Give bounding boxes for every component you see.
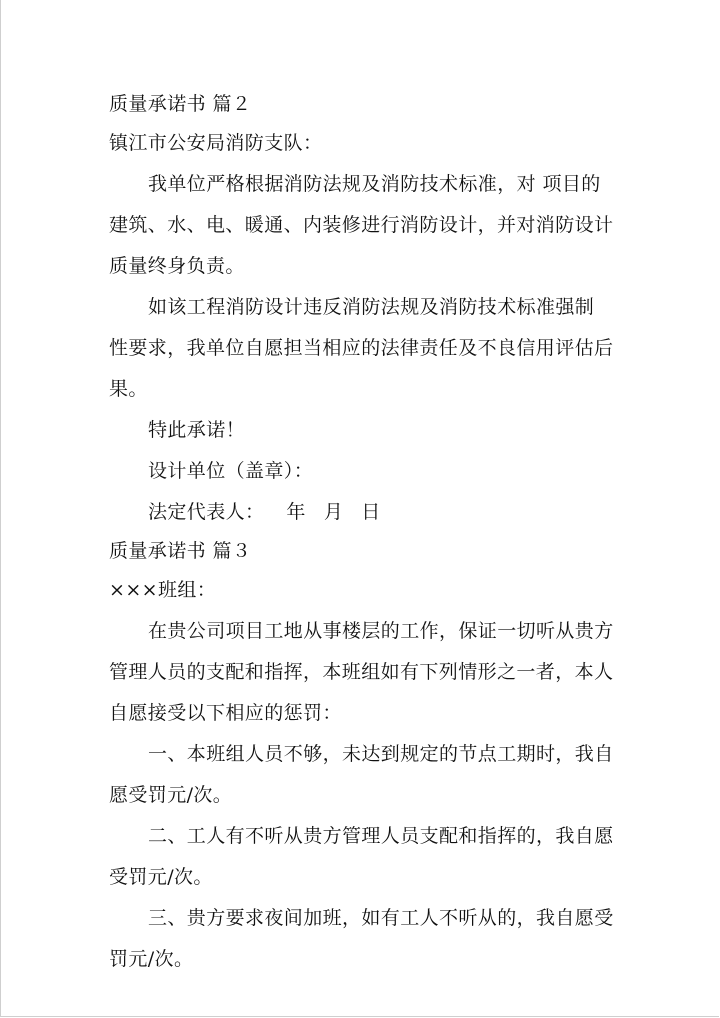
section3-title: 质量承诺书 篇３ (109, 540, 252, 562)
section2-paragraph-1 (109, 164, 619, 287)
section2-title: 质量承诺书 篇２ (109, 93, 252, 115)
legal-rep-label: 法定代表人： (148, 501, 265, 523)
text-line: 性要求，我单位自愿担当相应的法律责任及不良信用评估后 (109, 337, 614, 359)
section2-addressee: 镇江市公安局消防支队： (109, 132, 323, 154)
text-line: 一、本班组人员不够，未达到规定的节点工期时，我自 (148, 743, 614, 765)
section3-item-3 (109, 898, 619, 980)
text-line: 在贵公司项目工地从事楼层的工作，保证一切听从贵方 (148, 620, 614, 642)
text-line: 果。 (109, 378, 148, 400)
date-day: 日 (361, 501, 381, 523)
text-line: 我单位严格根据消防法规及消防技术标准，对 项目的 (148, 173, 601, 195)
text-line: 二、工人有不听从贵方管理人员支配和指挥的，我自愿 (148, 825, 614, 847)
section2-legal-rep-date-line (109, 492, 619, 533)
section2-closing: 特此承诺！ (148, 419, 246, 441)
text-line: 三、贵方要求夜间加班，如有工人不听从的，我自愿受 (148, 907, 614, 929)
text-line: 管理人员的支配和指挥，本班组如有下列情形之一者，本人 (109, 661, 614, 683)
text-line: 罚元/次。 (109, 948, 194, 970)
section3-item-2 (109, 816, 619, 898)
document-body (109, 86, 619, 980)
text-line: 愿受罚元/次。 (109, 784, 233, 806)
section3-addressee: ×××班组： (109, 579, 217, 601)
date-month: 月 (323, 501, 344, 523)
section2-signature-unit: 设计单位（盖章）： (148, 460, 314, 482)
text-line: 建筑、水、电、暖通、内装修进行消防设计，并对消防设计 (109, 214, 614, 236)
text-line: 自愿接受以下相应的惩罚： (109, 702, 342, 724)
text-line: 质量终身负责。 (109, 255, 245, 277)
section2-paragraph-2 (109, 287, 619, 410)
section3-paragraph-1 (109, 611, 619, 734)
section3-item-1 (109, 734, 619, 816)
text-line: 如该工程消防设计违反消防法规及消防技术标准强制 (148, 296, 595, 318)
date-year: 年 (286, 501, 306, 523)
text-line: 受罚元/次。 (109, 866, 213, 888)
